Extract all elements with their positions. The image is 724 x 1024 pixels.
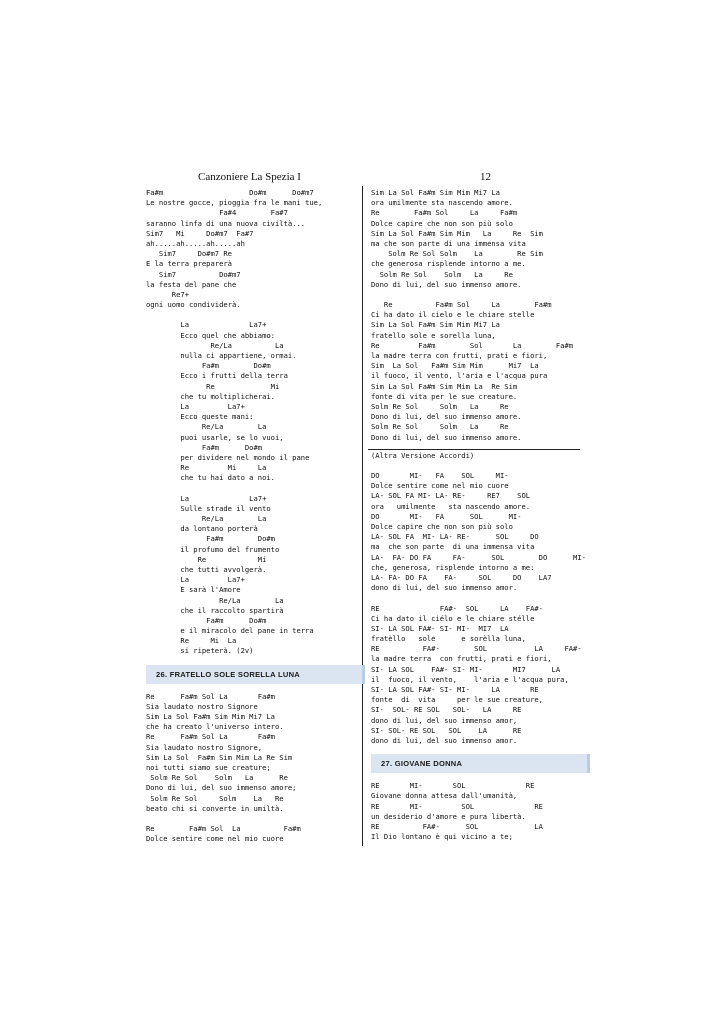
section-heading-26: 26. FRATELLO SOLE SORELLA LUNA — [146, 665, 365, 684]
lyric-line: ma che son parte di una immensa vita — [371, 542, 535, 552]
lyric-line: da lontano porterà — [146, 524, 258, 534]
lyric-line: La La7+ — [146, 493, 267, 503]
lyric-line: Re Fa#m Sol La Fa#m — [146, 691, 275, 701]
lyric-line: beato chi si converte in umiltà. — [146, 803, 284, 813]
lyric-line: Re/La La — [146, 422, 267, 432]
running-header-title: Canzoniere La Spezia I — [198, 171, 301, 183]
lyric-line: Sim La Sol Fa#m Sim Mim La Re Sim — [371, 228, 543, 238]
lyric-line: LA- SOL FA MI- LA- RE- SOL DO — [371, 532, 539, 542]
lyric-line: che generosa risplende intorno a me. — [371, 259, 526, 269]
lyric-line: Re Mi — [146, 381, 280, 391]
lyric-line: Sim La Sol Fa#m Sim Mim La Re Sim — [146, 752, 293, 762]
lyric-line: fonte di vita per le sue creature. — [371, 391, 518, 401]
lyric-line: ah.....ah.....ah.....ah — [146, 238, 245, 248]
lyric-line: dono di lui, del suo immenso amor. — [371, 735, 518, 745]
lyric-line: Sim La Sol Fa#m Sim Mim Mi7 La — [371, 320, 500, 330]
lyric-line — [146, 814, 365, 824]
lyric-line: Dolce capire che non son più solo — [371, 522, 513, 531]
lyric-line: la festa del pane che — [146, 279, 237, 289]
lyric-line: Re Fa#m Sol La Fa#m — [146, 824, 301, 834]
lyric-line: ogni uomo condividerà. — [146, 300, 241, 310]
page-number: 12 — [480, 171, 491, 183]
lyric-line: Dono di lui, del suo immenso amore. — [371, 279, 522, 289]
song-lyrics-block — [371, 188, 590, 443]
lyric-line: Sim7 Do#m7 — [146, 269, 241, 279]
song-lyrics-block — [146, 692, 365, 845]
lyric-line: dono di lui, del suo immenso amor, — [371, 715, 518, 725]
lyric-line: LA- FA- DO FA FA- SOL DO LA7 — [371, 572, 552, 582]
lyric-line: (Altra Versione Accordi) — [371, 450, 475, 460]
lyric-line: Fa#m Do#m — [146, 361, 271, 371]
lyric-line: Sulle strade il vento — [146, 503, 271, 513]
lyric-line: Re/La La — [146, 514, 267, 523]
lyric-line: fonte di vita per le sue creature, — [371, 695, 543, 705]
lyric-line: DO MI- FA SOL MI- — [371, 511, 522, 521]
lyric-line: Solm Re Sol Solm La Re — [371, 401, 509, 411]
lyric-line: si ripeterà. (2v) — [146, 646, 254, 656]
lyric-line: E sarà l'Amore — [146, 585, 241, 595]
lyric-line: La La7+ — [146, 401, 245, 411]
section-heading-27: 27. GIOVANE DONNA — [371, 754, 590, 773]
lyric-line: che il raccolto spartirà — [146, 605, 284, 615]
lyric-line: Sim La Sol Fa#m Sim Mim Mi7 La — [371, 361, 539, 371]
lyric-line: Sim7 Do#m7 Re — [146, 249, 232, 259]
lyric-line: RE MI- SOL RE — [371, 801, 543, 811]
lyric-line: Il Dio lontano è qui vicino a te; — [371, 832, 513, 842]
lyric-line: il fuoco, il vento, l'aria e l'acqua pura, — [371, 674, 569, 684]
lyric-line: E la terra preparerà — [146, 259, 232, 269]
lyric-line: SI- SOL- RE SOL SOL LA RE — [371, 725, 522, 735]
lyric-line: Dolce sentire come nel mio cuore — [146, 834, 284, 844]
song-lyrics-block — [371, 781, 590, 842]
lyric-line: DO MI- FA SOL MI- — [371, 471, 509, 481]
lyric-line: Ci ha dato il ciélo e le chiare stélle — [371, 613, 535, 623]
lyric-line: Dolce capire che non son più solo — [371, 218, 513, 228]
lyric-line: la madre terra con frutti, prati e fiori, — [371, 654, 552, 664]
lyric-line: Sia laudato nostro Signore, — [146, 742, 263, 752]
lyric-line: RE FA#- SOL LA FA#- — [371, 644, 582, 654]
lyric-line: Fa#m Do#m — [146, 442, 263, 452]
lyric-line: per dividere nel mondo il pane — [146, 452, 310, 462]
lyric-line: Re Mi La — [146, 463, 267, 473]
lyric-line: il fuoco, il vento, l'aria e l'acqua pura — [371, 371, 548, 381]
left-column — [146, 188, 365, 844]
lyric-line: RE MI- SOL RE — [371, 781, 535, 791]
lyric-line: che tu hai dato a noi. — [146, 473, 275, 483]
lyric-line: Sia laudato nostro Signore — [146, 701, 258, 711]
lyric-line: Giovane donna attesa dall'umanità, — [371, 791, 518, 801]
lyric-line: Re Fa#m Sol La Fa#m — [371, 300, 552, 310]
lyric-line: la madre terra con frutti, prati e fiori, — [371, 351, 548, 360]
lyric-line: Re/La La — [146, 340, 284, 350]
lyric-line: Dono di lui, del suo immenso amore; — [146, 783, 297, 793]
lyric-line: Fa#m Do#m Do#m7 — [146, 188, 314, 197]
lyric-line: SI- LA SOL FA#- SI- MI- MI7 LA — [371, 623, 509, 633]
lyric-line: dono di lui, del suo immenso amor. — [371, 583, 518, 593]
lyric-line: Re Fa#m Sol La Fa#m — [371, 208, 518, 218]
lyric-line: ma che son parte di una immensa vita — [371, 238, 526, 248]
lyric-line — [371, 593, 590, 603]
right-column — [371, 188, 590, 842]
lyric-line: Re Mi — [146, 554, 267, 564]
song-lyrics-block — [371, 451, 590, 746]
lyric-line: Le nostre gocce, pioggia fra le mani tue, — [146, 198, 323, 208]
lyric-line: ora umilmente sta nascendo amore. — [371, 198, 513, 208]
lyric-line: Dono di lui, del suo immenso amore. — [371, 432, 522, 442]
lyric-line: che ha creato l'universo intero. — [146, 722, 284, 732]
lyric-line: Ecco queste mani: — [146, 412, 254, 422]
song-lyrics-block — [146, 188, 365, 657]
lyric-line: RE FA#- SOL LA — [371, 821, 543, 831]
lyric-line: Solm Re Sol Solm La Re — [146, 793, 284, 803]
lyric-line: Sim La Sol Fa#m Sim Mim Mi7 La — [371, 188, 500, 197]
lyric-line: nulla ci appartiene, ormai. — [146, 351, 297, 360]
lyric-line: Solm Re Sol Solm La Re — [371, 269, 513, 279]
lyric-line: che tu moltiplicherai. — [146, 391, 275, 401]
lyric-line: Fa#m Do#m — [146, 615, 267, 625]
lyric-line: SI- LA SOL FA#- SI- MI- LA RE — [371, 685, 539, 694]
lyric-line: LA- FA- DO FA FA- SOL DO MI- — [371, 552, 586, 562]
lyric-line: Sim La Sol Fa#m Sim Mim Mi7 La — [146, 712, 275, 721]
lyric-line: RE FA#- SOL LA FA#- — [371, 603, 543, 613]
lyric-line: Solm Re Sol Solm La Re Sim — [371, 249, 543, 259]
lyric-line: che tutti avvolgerà. — [146, 564, 267, 574]
lyric-line — [371, 461, 590, 471]
lyric-line: Solm Re Sol Solm La Re — [371, 422, 509, 432]
lyric-line: fratello sole e sorella luna, — [371, 330, 496, 340]
lyric-line: che, generosa, risplende intorno a me: — [371, 562, 535, 572]
lyric-line: e il miracolo del pane in terra — [146, 626, 314, 636]
lyric-line: Re Fa#m Sol La Fa#m — [371, 340, 574, 350]
lyric-line: Re Fa#m Sol La Fa#m — [146, 732, 275, 742]
lyric-line: un desiderio d'amore e pura libertà. — [371, 811, 526, 821]
lyric-line: Sim7 Mi Do#m7 Fa#7 — [146, 228, 254, 238]
lyric-line: SI- SOL- RE SOL SOL- LA RE — [371, 705, 522, 715]
lyric-line: Solm Re Sol Solm La Re — [146, 773, 288, 783]
lyric-line: Re7+ — [146, 289, 189, 299]
lyric-line — [146, 310, 365, 320]
lyric-line: Fa#4 Fa#7 — [146, 208, 288, 218]
lyric-line: Fa#m Do#m — [146, 534, 275, 544]
lyric-line: SI- LA SOL FA#- SI- MI- MI7 LA — [371, 664, 561, 674]
lyric-line: Ecco i frutti della terra — [146, 371, 288, 381]
lyric-line: il profumo del frumento — [146, 544, 280, 554]
lyric-line: LA- SOL FA MI- LA- RE- RE7 SOL — [371, 491, 531, 501]
lyric-line: fratèllo sole e sorèlla luna, — [371, 634, 526, 644]
lyric-line — [146, 483, 365, 493]
lyric-line: Re/La La — [146, 595, 284, 605]
lyric-line — [371, 290, 590, 300]
lyric-line: Ci ha dato il cielo e le chiare stelle — [371, 310, 535, 320]
lyric-line: La La7+ — [146, 320, 267, 330]
lyric-line: Dono di lui, del suo immenso amore. — [371, 412, 522, 422]
lyric-line: La La7+ — [146, 575, 245, 585]
lyric-line: Re Mi La — [146, 636, 237, 646]
lyric-line: Ecco quel che abbiamo: — [146, 330, 275, 340]
lyric-line: ora umilmente sta nascendo amore. — [371, 501, 531, 511]
lyric-line: saranno linfa di una nuova civiltà... — [146, 218, 306, 228]
lyric-line: Sim La Sol Fa#m Sim Mim La Re Sim — [371, 381, 518, 391]
lyric-line: puoi usarle, se lo vuoi, — [146, 432, 284, 442]
lyric-line: Dolce sentire come nel mio cuore — [371, 481, 509, 491]
lyric-line: noi tutti siamo sue creature; — [146, 762, 271, 772]
